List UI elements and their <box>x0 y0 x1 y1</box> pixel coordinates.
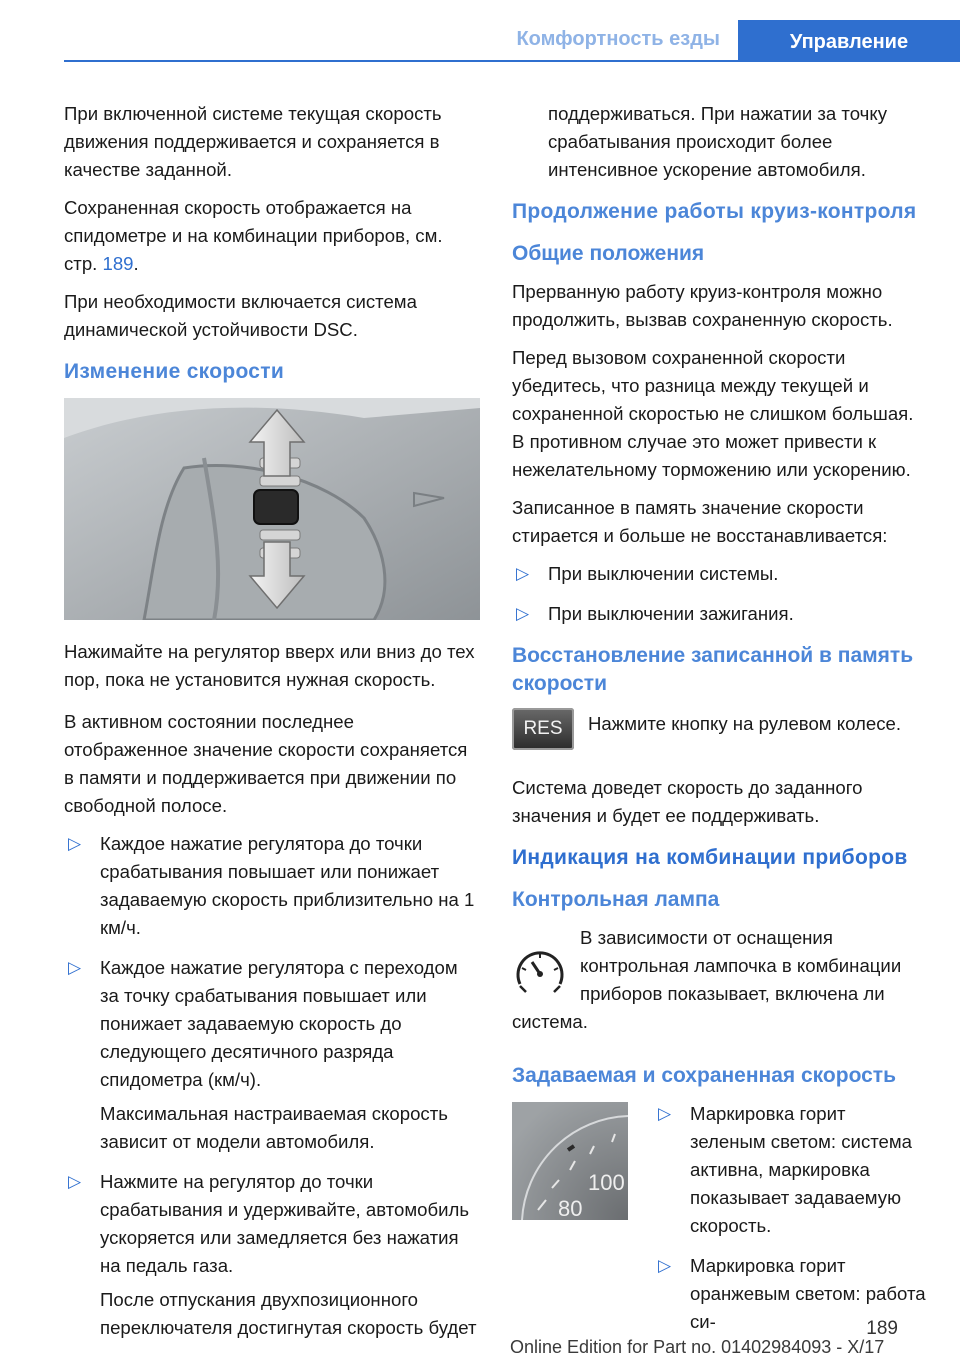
paragraph: Прерванную работу круиз-контроля можно продолжить, вызвав сохраненную скорость. <box>512 281 893 330</box>
paragraph: Система доведет скорость до заданного значения и будет ее поддерживать. <box>512 777 863 826</box>
speed-adjust-list <box>64 830 480 1342</box>
heading-speed-change: Изменение скорости <box>64 360 285 383</box>
paragraph <box>64 194 480 278</box>
list-item-text: Каждое нажатие регулятора до точки срабатывания повышает или понижает задаваемую скорость приблизительно на 1 км/ч. <box>100 833 475 938</box>
list-item <box>654 1100 926 1240</box>
triangle-icon: ▷ <box>516 604 530 623</box>
triangle-icon: ▷ <box>516 564 530 583</box>
paragraph: Записанное в память значение скорости стирается и больше не восстанавливается: <box>512 497 888 546</box>
marking-list-wrapper <box>654 1100 926 1348</box>
list-item <box>64 1168 480 1342</box>
list-item-text: При выключении зажигания. <box>548 603 794 624</box>
text: . <box>133 253 139 274</box>
chapter-tab[interactable]: Управление <box>738 20 960 62</box>
triangle-icon: ▷ <box>68 834 82 853</box>
list-item-text: Нажмите на регулятор до точки срабатывания и удерживайте, автомобиль ускоряется или замедляется без нажатия на педаль газа. <box>100 1171 470 1276</box>
section-title[interactable]: Комфортность езды <box>516 28 720 50</box>
list-item-text: Каждое нажатие регулятора с переходом за точку срабатывания повышает или понижает задаваемую скорость до следующего десятичного разряда спидометра (км/ч). <box>100 957 458 1090</box>
edition-footer: Online Edition for Part no. 01402984093 - X/17 <box>510 1337 885 1357</box>
right-column <box>512 100 926 1348</box>
list-item-text: При выключении системы. <box>548 563 779 584</box>
res-text: Нажмите кнопку на рулевом колесе. <box>588 713 902 734</box>
paragraph: При необходимости включается система динамической устойчивости DSC. <box>64 291 417 340</box>
triangle-icon: ▷ <box>68 1172 82 1191</box>
lamp-section <box>512 924 926 1036</box>
heading-display: Индикация на комбинации приборов <box>512 846 908 869</box>
lamp-text: В зависимости от оснащения контрольная лампочка в комбинации приборов показывает, включена ли система. <box>512 927 902 1032</box>
header-rule <box>64 60 960 62</box>
triangle-icon: ▷ <box>658 1256 672 1275</box>
list-item-note: Максимальная настраиваемая скорость зависит от модели автомобиля. <box>100 1103 448 1152</box>
triangle-icon: ▷ <box>658 1104 672 1123</box>
set-speed-section <box>512 1100 926 1348</box>
heading-general: Общие положения <box>512 242 705 265</box>
res-instruction <box>512 708 926 756</box>
list-item <box>64 830 480 942</box>
paragraph: Нажимайте на регулятор вверх или вниз до тех пор, пока не установится нужная скорость. <box>64 641 475 690</box>
list-item <box>512 600 926 628</box>
page-number: 189 <box>866 1318 898 1339</box>
heading-lamp: Контрольная лампа <box>512 888 720 911</box>
steering-wheel-photo <box>64 398 480 620</box>
gauge-label-100: 100 <box>588 1170 625 1195</box>
erase-conditions-list <box>512 560 926 628</box>
paragraph: В активном состоянии последнее отображенное значение скорости сохраняется в памяти и поддерживается при движении по свободной полосе. <box>64 711 468 816</box>
list-item <box>512 560 926 588</box>
paragraph: При включенной системе текущая скорость движения поддерживается и сохраняется в качестве заданной. <box>64 103 442 180</box>
res-button-icon: RES <box>512 708 574 750</box>
cruise-control-lamp-icon <box>512 940 568 1000</box>
speedometer-gauge-image <box>512 1102 628 1220</box>
list-item-text: Маркировка горит оранжевым светом: работа си- <box>690 1255 926 1332</box>
triangle-icon: ▷ <box>68 958 82 977</box>
page-header <box>0 0 960 62</box>
paragraph: Перед вызовом сохраненной скорости убедитесь, что разница между текущей и сохраненной скоростью не слишком большая. В противном случае это может привести к нежелательному торможению или ускорению. <box>512 347 914 480</box>
marking-list <box>654 1100 926 1336</box>
text: Сохраненная скорость отображается на спидометре и на комбинации приборов, см. стр. <box>64 197 443 274</box>
page-link[interactable]: 189 <box>102 253 134 274</box>
list-item <box>64 954 480 1156</box>
paragraph: поддерживаться. При нажатии за точку срабатывания происходит более интенсивное ускорение автомобиля. <box>548 103 887 180</box>
list-item-text: Маркировка горит зеленым светом: система активна, маркировка показывает задаваемую скорость. <box>690 1103 913 1236</box>
heading-set-speed: Задаваемая и сохраненная скорость <box>512 1064 896 1087</box>
gauge-label-80: 80 <box>558 1196 583 1220</box>
heading-restore: Восстановление записанной в память скорости <box>512 644 914 695</box>
heading-continue: Продолжение работы круиз-контроля <box>512 200 917 223</box>
left-column <box>64 100 480 1354</box>
list-item-note: После отпускания двухпозиционного переключателя достигнутая скорость будет <box>100 1289 477 1338</box>
